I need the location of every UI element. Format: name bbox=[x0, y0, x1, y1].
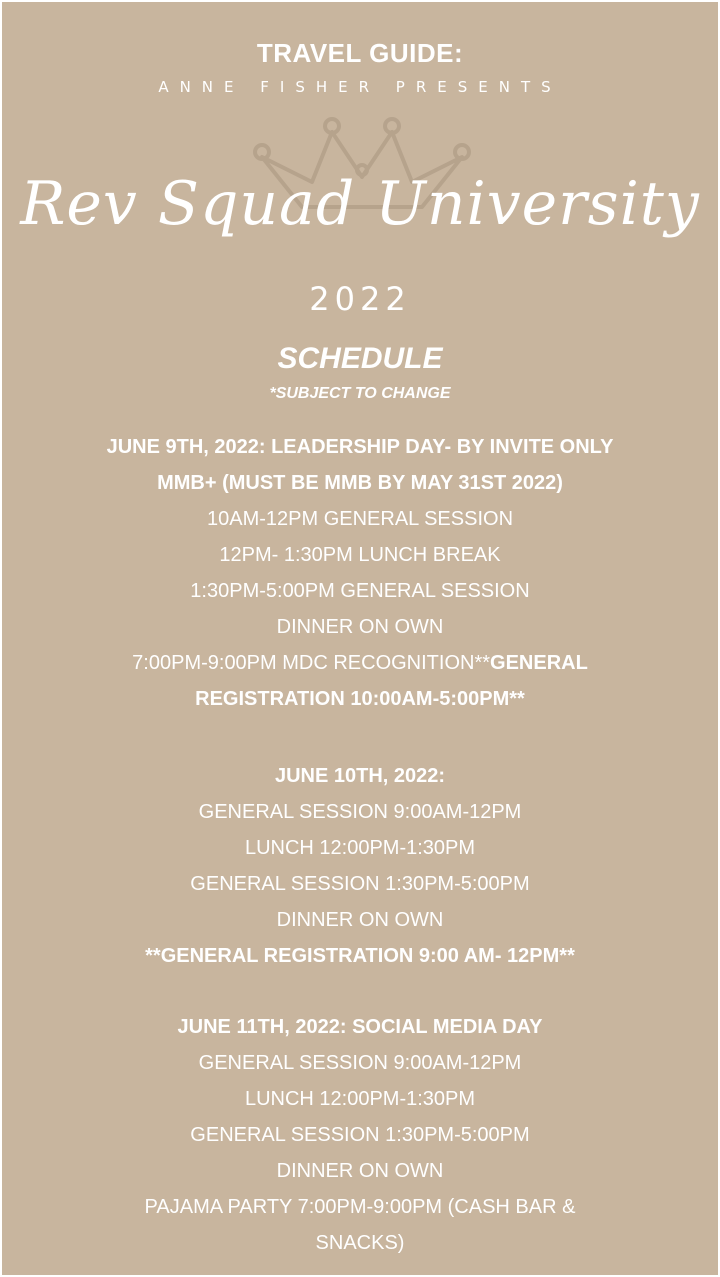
schedule-note: *SUBJECT TO CHANGE bbox=[269, 385, 451, 402]
day2-section bbox=[22, 758, 698, 974]
flyer-page bbox=[2, 2, 718, 1275]
day3-section bbox=[22, 1009, 698, 1261]
day3-heading: JUNE 11TH, 2022: SOCIAL MEDIA DAY bbox=[177, 1016, 543, 1038]
day2-item: GENERAL SESSION 9:00AM-12PM bbox=[198, 801, 522, 823]
day1-recognition: 7:00PM-9:00PM MDC RECOGNITION** bbox=[132, 652, 491, 674]
day1-requirement: MMB+ (MUST BE MMB BY MAY 31ST 2022) bbox=[157, 472, 563, 494]
day1-registration-part1: GENERAL bbox=[490, 652, 588, 674]
travel-guide-title: TRAVEL GUIDE: bbox=[256, 38, 464, 68]
day3-item: GENERAL SESSION 9:00AM-12PM bbox=[198, 1052, 522, 1074]
day1-item: 10AM-12PM GENERAL SESSION bbox=[206, 508, 514, 530]
day1-item: DINNER ON OWN bbox=[276, 616, 444, 638]
day1-recognition-line bbox=[22, 645, 698, 681]
day1-item: 1:30PM-5:00PM GENERAL SESSION bbox=[190, 580, 530, 602]
schedule-title: SCHEDULE bbox=[277, 342, 443, 375]
day2-item: DINNER ON OWN bbox=[276, 909, 444, 931]
day3-item: GENERAL SESSION 1:30PM-5:00PM bbox=[190, 1124, 530, 1146]
event-name-script: Rev Squad University bbox=[20, 169, 700, 239]
day2-item: LUNCH 12:00PM-1:30PM bbox=[244, 837, 476, 859]
day3-party-line2: SNACKS) bbox=[315, 1232, 405, 1254]
day1-item: 12PM- 1:30PM LUNCH BREAK bbox=[219, 544, 501, 566]
day2-item: GENERAL SESSION 1:30PM-5:00PM bbox=[190, 873, 530, 895]
day3-item: LUNCH 12:00PM-1:30PM bbox=[244, 1088, 476, 1110]
day3-party-line1: PAJAMA PARTY 7:00PM-9:00PM (CASH BAR & bbox=[144, 1196, 576, 1218]
day1-registration-part2: REGISTRATION 10:00AM-5:00PM** bbox=[195, 688, 525, 710]
event-year: 2022 bbox=[309, 280, 411, 318]
day1-section bbox=[22, 429, 698, 717]
day2-registration: **GENERAL REGISTRATION 9:00 AM- 12PM** bbox=[145, 945, 575, 967]
day2-heading: JUNE 10TH, 2022: bbox=[274, 765, 446, 787]
day3-item: DINNER ON OWN bbox=[276, 1160, 444, 1182]
presenter-line: ANNE FISHER PRESENTS bbox=[158, 78, 562, 96]
day1-heading: JUNE 9TH, 2022: LEADERSHIP DAY- BY INVITE ONLY bbox=[106, 436, 614, 458]
